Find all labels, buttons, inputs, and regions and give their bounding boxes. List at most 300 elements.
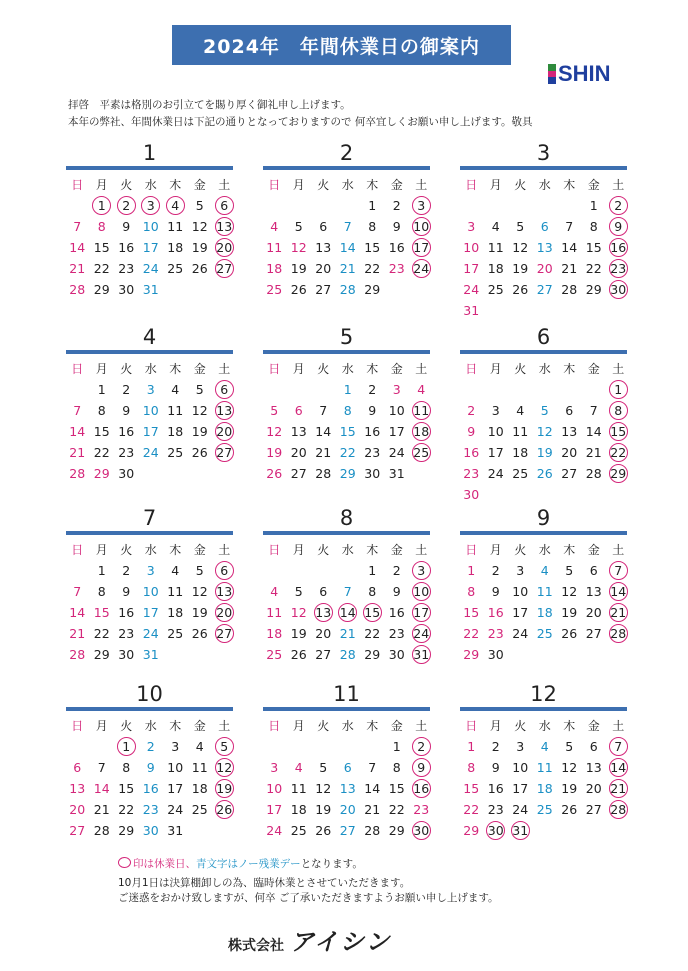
day-number: 28 [69,466,86,481]
day-cell [262,442,287,463]
day-cell [360,379,385,400]
day-cell [90,258,115,279]
day-cell [385,195,410,216]
day-number: 12 [290,605,307,620]
weekday-header: 木 [563,719,576,733]
day-number: 4 [516,403,525,418]
day-number: 24 [413,626,430,641]
weekday-header: 木 [366,362,379,376]
day-number: 1 [343,382,352,397]
day-cell [139,736,164,757]
day-number: 26 [191,445,208,460]
day-number: 11 [167,403,184,418]
day-cell [212,258,237,279]
day-cell [262,778,287,799]
day-number: 1 [117,737,136,756]
day-cell [385,799,410,820]
day-cell [606,258,631,279]
day-cell [459,484,484,505]
day-number: 19 [216,781,233,796]
day-cell [114,602,139,623]
day-number: 20 [216,424,233,439]
day-cell [360,581,385,602]
day-cell [188,778,213,799]
day-cell [65,463,90,484]
day-number: 24 [142,445,159,460]
day-cell [484,279,509,300]
month-grid [259,174,434,300]
day-cell [287,400,312,421]
month-number: 1 [142,141,157,165]
day-cell [557,757,582,778]
day-number: 21 [315,445,332,460]
day-cell [90,820,115,841]
day-cell [114,442,139,463]
day-number: 14 [339,605,356,620]
day-number: 18 [266,626,283,641]
empty-cell [582,379,607,400]
day-cell [533,463,558,484]
day-number: 2 [412,737,431,756]
day-cell [262,258,287,279]
day-number: 3 [412,561,431,580]
day-cell [90,778,115,799]
day-number: 12 [512,240,529,255]
day-cell [508,216,533,237]
day-cell [212,736,237,757]
day-number: 23 [142,802,159,817]
day-cell [163,820,188,841]
day-cell [606,623,631,644]
day-cell [262,216,287,237]
day-number: 27 [339,823,356,838]
day-cell [311,463,336,484]
weekday-header: 水 [144,178,157,192]
day-cell [557,623,582,644]
day-cell [65,237,90,258]
day-cell [114,195,139,216]
month-grid [456,174,631,321]
weekday-header: 火 [120,543,133,557]
day-number: 22 [93,261,110,276]
day-cell [484,237,509,258]
day-number: 4 [171,382,180,397]
day-number: 6 [215,561,234,580]
day-cell [65,820,90,841]
day-cell [385,237,410,258]
month-divider [263,166,430,170]
day-number: 25 [290,823,307,838]
weekday-header: 木 [169,719,182,733]
day-number: 12 [315,781,332,796]
weekday-header: 金 [390,178,403,192]
day-cell [262,602,287,623]
month-divider [263,531,430,535]
day-number: 9 [491,760,500,775]
month-grid [62,715,237,841]
weekday-header: 水 [144,362,157,376]
day-cell [360,463,385,484]
day-cell [459,463,484,484]
day-cell [90,644,115,665]
day-number: 1 [589,198,598,213]
day-number: 7 [589,403,598,418]
day-cell [385,560,410,581]
company-logo [548,62,611,86]
day-cell [409,442,434,463]
day-cell [385,757,410,778]
day-number: 25 [167,445,184,460]
day-cell [90,379,115,400]
day-number: 16 [487,605,504,620]
month-grid [62,358,237,484]
day-cell [484,421,509,442]
day-cell [360,279,385,300]
day-number: 17 [463,261,480,276]
day-number: 18 [167,424,184,439]
day-number: 27 [216,445,233,460]
day-cell [287,421,312,442]
day-number: 9 [609,217,628,236]
day-cell [484,463,509,484]
day-number: 14 [585,424,602,439]
day-cell [385,581,410,602]
day-number: 24 [512,802,529,817]
weekday-header: 火 [514,362,527,376]
day-cell [582,736,607,757]
day-number: 26 [561,802,578,817]
day-cell [163,778,188,799]
day-number: 26 [191,626,208,641]
legend-line-1 [118,856,363,871]
day-cell [163,258,188,279]
day-number: 28 [585,466,602,481]
day-cell [360,644,385,665]
day-number: 7 [609,561,628,580]
day-cell [582,216,607,237]
legend-holiday-text: 印は休業日、 [133,858,196,870]
legend-no-overtime-text: 青文字はノー残業デー [196,858,301,870]
day-number: 14 [69,605,86,620]
day-number: 28 [93,823,110,838]
day-number: 23 [610,261,627,276]
weekday-header: 月 [292,178,305,192]
weekday-header: 土 [218,543,231,557]
day-number: 21 [610,781,627,796]
day-cell [188,442,213,463]
day-number: 23 [364,445,381,460]
day-number: 29 [463,823,480,838]
day-number: 29 [364,647,381,662]
day-cell [212,195,237,216]
day-number: 9 [491,584,500,599]
day-cell [311,820,336,841]
day-number: 14 [364,781,381,796]
day-cell [582,195,607,216]
day-cell [262,400,287,421]
weekday-header: 火 [120,719,133,733]
day-cell [188,258,213,279]
day-cell [65,778,90,799]
weekday-header: 土 [612,178,625,192]
empty-cell [557,379,582,400]
month-divider [263,350,430,354]
day-number: 31 [413,647,430,662]
day-cell [311,421,336,442]
day-cell [212,757,237,778]
day-number: 1 [392,739,401,754]
day-cell [484,757,509,778]
month-divider [66,531,233,535]
day-cell [508,623,533,644]
day-cell [508,560,533,581]
day-number: 8 [97,584,106,599]
day-cell [459,602,484,623]
day-cell [212,400,237,421]
day-cell [508,279,533,300]
day-cell [336,602,361,623]
day-cell [262,581,287,602]
day-number: 4 [540,563,549,578]
day-number: 20 [69,802,86,817]
day-cell [409,421,434,442]
day-number: 3 [146,382,155,397]
month-number: 12 [530,682,557,706]
day-cell [385,644,410,665]
day-number: 15 [610,424,627,439]
day-cell [65,602,90,623]
day-number: 15 [585,240,602,255]
day-number: 2 [122,563,131,578]
month-2 [259,140,434,300]
day-number: 31 [167,823,184,838]
empty-cell [484,195,509,216]
month-number: 9 [536,506,551,530]
day-number: 7 [343,219,352,234]
day-number: 14 [93,781,110,796]
day-number: 9 [146,760,155,775]
day-number: 31 [388,466,405,481]
day-number: 19 [512,261,529,276]
weekday-header: 火 [317,719,330,733]
day-number: 23 [413,802,430,817]
day-cell [360,623,385,644]
day-cell [385,216,410,237]
legend-line-3: ご迷惑をおかけ致しますが、何卒 ご了承いただきますようお願い申し上げます。 [118,892,499,904]
day-cell [606,581,631,602]
day-cell [163,379,188,400]
day-cell [139,623,164,644]
day-cell [139,799,164,820]
day-cell [139,279,164,300]
day-number: 29 [388,823,405,838]
weekday-header: 火 [317,362,330,376]
day-number: 22 [93,626,110,641]
day-number: 19 [561,605,578,620]
day-number: 9 [392,219,401,234]
day-number: 16 [388,605,405,620]
company-name [228,922,391,957]
weekday-header: 日 [268,719,281,733]
day-cell [508,820,533,841]
weekday-header: 木 [169,543,182,557]
day-number: 12 [290,240,307,255]
day-cell [287,237,312,258]
day-cell [336,778,361,799]
day-number: 8 [392,760,401,775]
day-number: 19 [536,445,553,460]
weekday-header: 日 [71,719,84,733]
day-cell [139,421,164,442]
day-cell [409,602,434,623]
day-number: 8 [467,584,476,599]
day-cell [557,442,582,463]
day-cell [65,757,90,778]
day-cell [188,237,213,258]
weekday-header: 水 [144,543,157,557]
day-number: 16 [463,445,480,460]
day-number: 1 [92,196,111,215]
day-cell [606,216,631,237]
empty-cell [508,195,533,216]
month-divider [460,707,627,711]
day-number: 31 [142,647,159,662]
weekday-header: 金 [587,719,600,733]
day-number: 4 [195,739,204,754]
day-cell [557,778,582,799]
day-number: 13 [561,424,578,439]
day-number: 8 [467,760,476,775]
day-cell [90,421,115,442]
day-cell [90,623,115,644]
day-cell [385,602,410,623]
day-number: 10 [512,760,529,775]
day-number: 17 [266,802,283,817]
day-cell [311,757,336,778]
day-cell [188,602,213,623]
day-cell [212,778,237,799]
weekday-header: 土 [415,543,428,557]
weekday-header: 土 [218,178,231,192]
day-number: 18 [167,605,184,620]
day-number: 27 [216,261,233,276]
day-number: 6 [319,219,328,234]
day-number: 15 [93,605,110,620]
day-cell [409,623,434,644]
day-number: 30 [364,466,381,481]
day-number: 24 [388,445,405,460]
day-number: 11 [266,605,283,620]
day-number: 6 [294,403,303,418]
day-number: 15 [339,424,356,439]
day-cell [139,560,164,581]
day-number: 6 [73,760,82,775]
empty-cell [508,379,533,400]
day-number: 5 [215,737,234,756]
month-divider [460,531,627,535]
day-cell [557,463,582,484]
month-grid [62,539,237,665]
day-cell [360,602,385,623]
day-number: 8 [609,401,628,420]
day-number: 2 [146,739,155,754]
day-cell [311,602,336,623]
day-cell [311,799,336,820]
day-cell [262,757,287,778]
weekday-header: 日 [268,178,281,192]
day-cell [336,379,361,400]
day-cell [188,623,213,644]
day-cell [163,195,188,216]
day-number: 26 [290,282,307,297]
day-cell [262,237,287,258]
day-number: 20 [585,781,602,796]
day-number: 13 [315,240,332,255]
day-cell [409,560,434,581]
day-cell [484,820,509,841]
weekday-header: 火 [120,178,133,192]
day-cell [385,379,410,400]
company-prefix: 株式会社 [228,938,284,954]
day-cell [409,379,434,400]
day-number: 16 [487,781,504,796]
month-number: 6 [536,325,551,349]
weekday-header: 金 [390,543,403,557]
day-cell [582,237,607,258]
empty-cell [287,560,312,581]
day-number: 26 [216,802,233,817]
day-number: 23 [118,626,135,641]
day-cell [508,757,533,778]
day-number: 1 [97,382,106,397]
day-cell [508,602,533,623]
day-number: 11 [487,240,504,255]
day-cell [557,421,582,442]
day-cell [336,644,361,665]
day-cell [262,644,287,665]
day-number: 11 [512,424,529,439]
day-number: 13 [69,781,86,796]
day-number: 3 [146,563,155,578]
day-number: 25 [191,802,208,817]
day-cell [360,442,385,463]
day-number: 6 [215,196,234,215]
day-cell [336,757,361,778]
day-cell [459,279,484,300]
day-number: 11 [290,781,307,796]
day-cell [311,644,336,665]
day-cell [385,463,410,484]
weekday-header: 水 [341,178,354,192]
day-number: 30 [388,647,405,662]
day-cell [459,623,484,644]
weekday-header: 木 [169,362,182,376]
day-number: 25 [266,647,283,662]
day-number: 10 [167,760,184,775]
day-number: 18 [536,781,553,796]
day-cell [557,279,582,300]
day-cell [606,560,631,581]
day-number: 28 [315,466,332,481]
day-number: 2 [467,403,476,418]
weekday-header: 日 [465,178,478,192]
day-number: 4 [171,563,180,578]
day-cell [533,216,558,237]
day-cell [163,736,188,757]
day-cell [582,602,607,623]
greeting-line-1: 拝啓 平素は格別のお引立てを賜り厚く御礼申し上げます。 [68,99,351,111]
day-cell [484,799,509,820]
